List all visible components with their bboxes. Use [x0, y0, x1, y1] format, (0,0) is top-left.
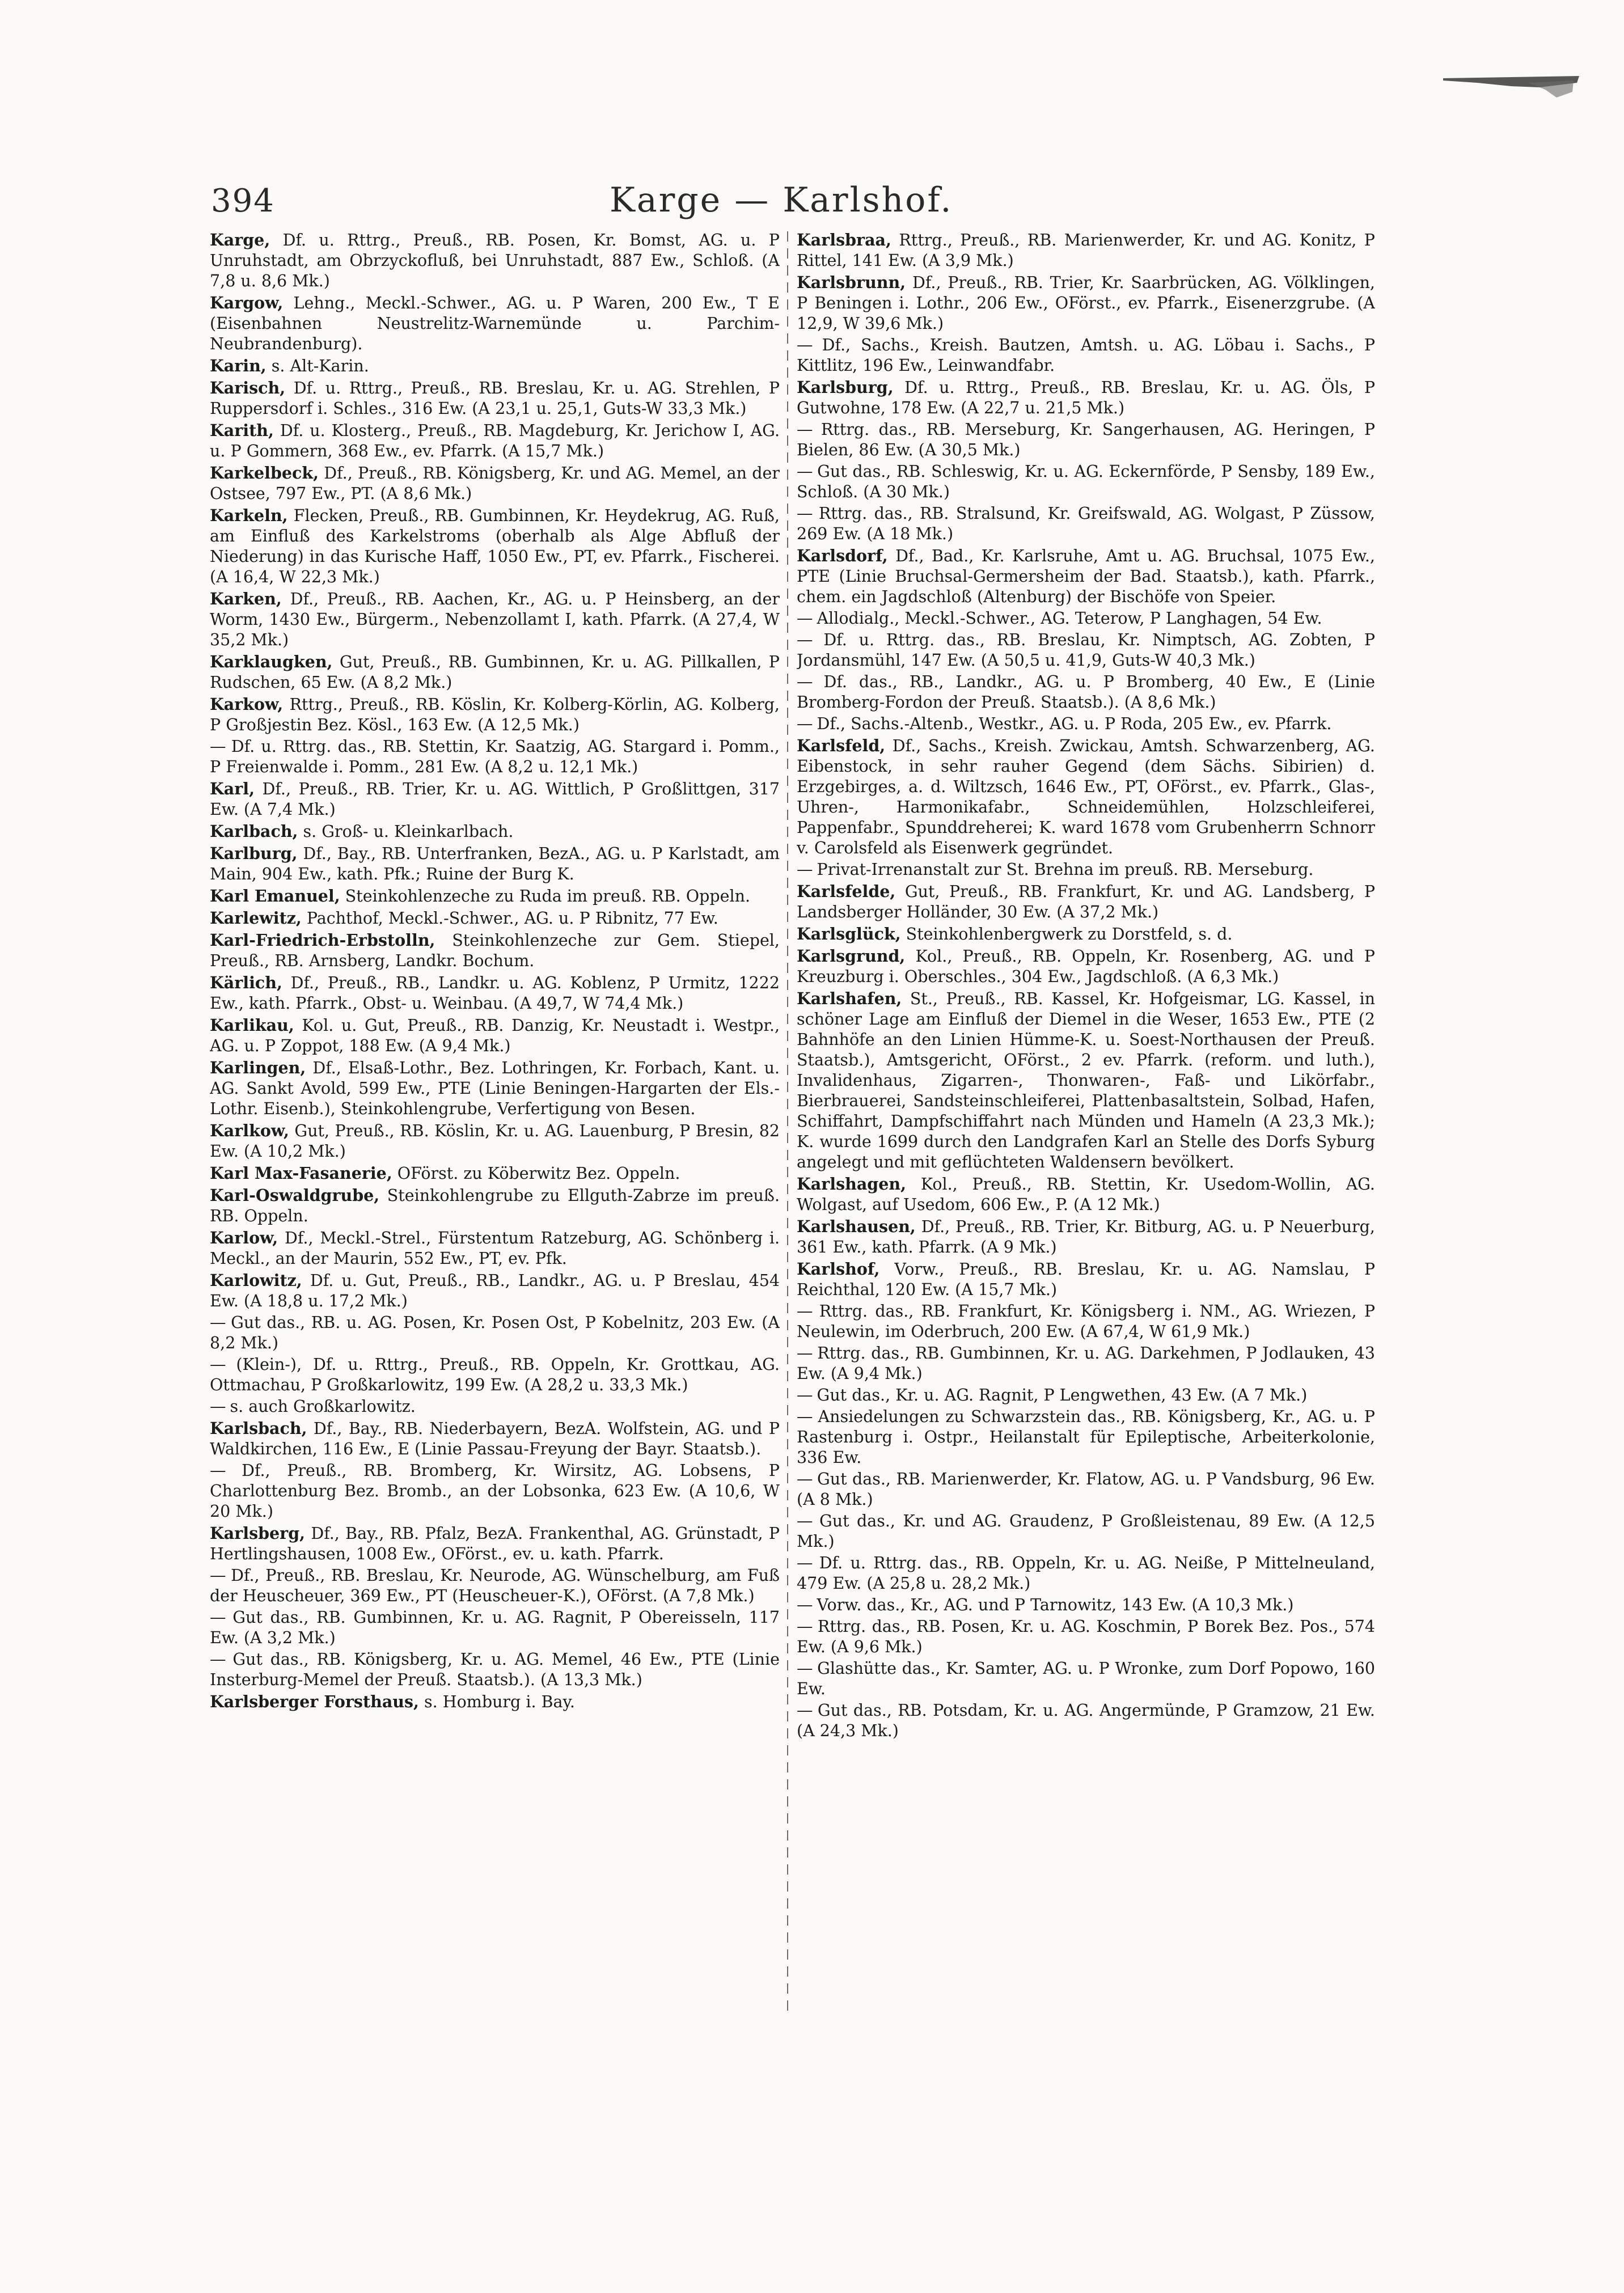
entry-headword: Karisch, — [210, 378, 286, 397]
entry-headword: — — [797, 1617, 812, 1636]
entry-headword: Karlsbraa, — [797, 230, 891, 249]
entry-headword: — — [797, 714, 812, 733]
entry-text: Df., Preuß., RB. Trier, Kr. Bitburg, AG. u. P Neuerburg, 361 Ew., kath. Pfarrk. (A 9 Mk.) — [797, 1217, 1375, 1257]
entry-headword: — — [797, 1407, 812, 1426]
entry-headword: Karl Max-Fasanerie, — [210, 1164, 392, 1183]
entry-headword: Karl, — [210, 779, 255, 798]
entry-text: Df., Bay., RB. Pfalz, BezA. Frankenthal, AG. Grünstadt, P Hertlingshausen, 1008 Ew., OFörst., ev. u. kath. Pfarrk. — [210, 1524, 780, 1563]
entry-text: Df., Elsaß-Lothr., Bez. Lothringen, Kr. Forbach, Kant. u. AG. Sankt Avold, 599 Ew., PTE (Linie Beningen-Hargarten der Els.-Lothr. Eisenb.), Steinkohlengrube, Verfertigung von Besen. — [210, 1059, 780, 1118]
dictionary-entry — [797, 504, 1375, 544]
entry-text: Df., Preuß., RB., Landkr. u. AG. Koblenz, P Urmitz, 1222 Ew., kath. Pfarrk., Obst- u. Weinbau. (A 49,7, W 74,4 Mk.) — [210, 974, 780, 1013]
entry-text: Df. u. Rttrg., Preuß., RB. Breslau, Kr. u. AG. Öls, P Gutwohne, 178 Ew. (A 22,7 u. 21,5 Mk.) — [797, 378, 1375, 417]
dictionary-entry — [210, 589, 780, 650]
dictionary-entry — [210, 843, 780, 885]
entry-headword: — — [797, 631, 812, 649]
entry-text: Glashütte das., Kr. Samter, AG. u. P Wronke, zum Dorf Popowo, 160 Ew. — [797, 1659, 1375, 1698]
dictionary-entry — [210, 1566, 780, 1606]
entry-headword: — — [210, 1313, 225, 1332]
entry-text: Df., Bad., Kr. Karlsruhe, Amt u. AG. Bruchsal, 1075 Ew., PTE (Linie Bruchsal-Germersheim der Bad. Staatsb.), kath. Pfarrk., chem. ein Jagdschloß (Altenburg) der Bischöfe von Speier. — [797, 547, 1375, 606]
dictionary-entry — [797, 1301, 1375, 1342]
entry-headword: Karlsgrund, — [797, 946, 906, 966]
dictionary-entry — [797, 377, 1375, 418]
entry-text: s. Groß- u. Kleinkarlbach. — [298, 822, 514, 841]
dictionary-entry — [210, 420, 780, 462]
entry-text: Gut das., Kr. u. AG. Ragnit, P Lengwethen, 43 Ew. (A 7 Mk.) — [811, 1386, 1308, 1404]
dictionary-entry — [210, 908, 780, 929]
dictionary-entry — [210, 1523, 780, 1564]
entry-text: Steinkohlenbergwerk zu Dorstfeld, s. d. — [900, 925, 1233, 944]
entry-text: Rttrg. das., RB. Merseburg, Kr. Sangerhausen, AG. Heringen, P Bielen, 86 Ew. (A 30,5 Mk.) — [797, 420, 1375, 459]
entry-headword: Karlsglück, — [797, 924, 901, 944]
entry-headword: — — [797, 609, 812, 628]
entry-headword: Kärlich, — [210, 973, 282, 992]
dictionary-entry — [797, 1174, 1375, 1215]
entry-text: Gut das., RB. Gumbinnen, Kr. u. AG. Ragnit, P Obereisseln, 117 Ew. (A 3,2 Mk.) — [210, 1608, 780, 1647]
entry-headword: Karken, — [210, 589, 282, 608]
entry-headword: Karkeln, — [210, 506, 288, 525]
entry-headword: — — [210, 1397, 225, 1416]
dictionary-entry — [797, 272, 1375, 334]
entry-text: Rttrg. das., RB. Frankfurt, Kr. Königsberg i. NM., AG. Wriezen, P Neulewin, im Oderbruch, 200 Ew. (A 67,4, W 61,9 Mk.) — [797, 1302, 1375, 1341]
dictionary-entry — [797, 946, 1375, 987]
entry-headword: — — [797, 504, 812, 523]
dictionary-entry — [210, 1691, 780, 1712]
entry-headword: Karl Emanuel, — [210, 886, 340, 906]
dictionary-entry — [210, 1120, 780, 1162]
entry-text: Lehng., Meckl.-Schwer., AG. u. P Waren, 200 Ew., T E (Eisenbahnen Neustrelitz-Warnemünde u. Parchim-Neubrandenburg). — [210, 294, 780, 353]
entry-text: Df., Preuß., RB. Trier, Kr. u. AG. Wittlich, P Großlittgen, 317 Ew. (A 7,4 Mk.) — [210, 780, 780, 819]
dictionary-entry — [210, 1649, 780, 1690]
entry-headword: — — [210, 1461, 225, 1480]
entry-headword: — — [797, 1512, 812, 1530]
entry-text: Gut das., RB. Marienwerder, Kr. Flatow, AG. u. P Vandsburg, 96 Ew. (A 8 Mk.) — [797, 1470, 1375, 1509]
entry-headword: Karlowitz, — [210, 1271, 302, 1290]
entry-text: Rttrg. das., RB. Posen, Kr. u. AG. Koschmin, P Borek Bez. Pos., 574 Ew. (A 9,6 Mk.) — [797, 1617, 1375, 1656]
entry-text: Df., Preuß., RB. Aachen, Kr., AG. u. P Heinsberg, an der Worm, 1430 Ew., Bürgerm., Nebenzollamt I, kath. Pfarrk. (A 27,4, W 35,2 Mk.) — [210, 590, 780, 649]
dictionary-entry — [797, 1469, 1375, 1510]
entry-text: Gut das., RB. Königsberg, Kr. u. AG. Memel, 46 Ew., PTE (Linie Insterburg-Memel der Preuß. Staatsb.). (A 13,3 Mk.) — [210, 1650, 780, 1689]
entry-text: Df., Bay., RB. Unterfranken, BezA., AG. u. P Karlstadt, am Main, 904 Ew., kath. Pfk.; Ruine der Burg K. — [210, 844, 780, 883]
entry-headword: — — [797, 1659, 812, 1678]
entry-text: Privat-Irrenanstalt zur St. Brehna im preuß. RB. Merseburg. — [811, 860, 1314, 879]
entry-headword: Karlsfeld, — [797, 736, 886, 755]
entry-headword: — — [797, 1302, 812, 1321]
left-column — [210, 230, 780, 2021]
dictionary-entry — [797, 924, 1375, 945]
entry-headword: — — [797, 336, 812, 354]
dictionary-entry — [210, 1270, 780, 1312]
dictionary-entry — [210, 505, 780, 587]
entry-headword: Karlsberg, — [210, 1524, 306, 1543]
dictionary-entry — [210, 1313, 780, 1353]
dictionary-entry — [210, 930, 780, 971]
entry-headword: Karlsdorf, — [797, 546, 888, 565]
dictionary-entry — [210, 1607, 780, 1648]
dictionary-entry — [210, 886, 780, 907]
entry-text: s. auch Großkarlowitz. — [225, 1397, 416, 1416]
entry-text: Df., Meckl.-Strel., Fürstentum Ratzeburg, AG. Schönberg i. Meckl., an der Maurin, 552 Ew., PT, ev. Pfk. — [210, 1229, 780, 1268]
entry-headword: — — [210, 737, 225, 756]
entry-headword: — — [797, 1344, 812, 1363]
dictionary-entry — [797, 714, 1375, 734]
dictionary-entry — [797, 335, 1375, 376]
entry-headword: Karlshof, — [797, 1259, 880, 1279]
dictionary-entry — [797, 860, 1375, 880]
column-divider — [787, 231, 788, 2017]
dictionary-entry — [797, 988, 1375, 1173]
entry-text: Gut, Preuß., RB. Gumbinnen, Kr. u. AG. Pillkallen, P Rudschen, 65 Ew. (A 8,2 Mk.) — [210, 653, 780, 692]
entry-headword: — — [797, 1470, 812, 1488]
entry-text: OFörst. zu Köberwitz Bez. Oppeln. — [392, 1164, 680, 1183]
dictionary-entry — [797, 230, 1375, 271]
dictionary-entry — [797, 608, 1375, 629]
entry-text: Rttrg. das., RB. Stralsund, Kr. Greifswald, AG. Wolgast, P Züssow, 269 Ew. (A 18 Mk.) — [797, 504, 1375, 543]
entry-text: Ansiedelungen zu Schwarzstein das., RB. Königsberg, Kr., AG. u. P Rastenburg i. Ostpr., Heilanstalt für Epileptische, Arbeiterkolonie, 336 Ew. — [797, 1407, 1375, 1467]
entry-headword: Karlikau, — [210, 1016, 294, 1035]
dictionary-entry — [797, 1385, 1375, 1406]
entry-text: Df., Bay., RB. Niederbayern, BezA. Wolfstein, AG. und P Waldkirchen, 116 Ew., E (Linie Passau-Freyung der Bayr. Staatsb.). — [210, 1419, 780, 1458]
entry-headword: Karlsfelde, — [797, 882, 896, 901]
dictionary-entry — [210, 1015, 780, 1056]
entry-headword: Karlbach, — [210, 822, 298, 841]
entry-headword: Karlshagen, — [797, 1174, 907, 1194]
dictionary-entry — [210, 1461, 780, 1522]
entry-text: Rttrg. das., RB. Gumbinnen, Kr. u. AG. Darkehmen, P Jodlauken, 43 Ew. (A 9,4 Mk.) — [797, 1344, 1375, 1383]
dictionary-entry — [797, 1343, 1375, 1384]
entry-text: Df., Preuß., RB. Breslau, Kr. Neurode, AG. Wünschelburg, am Fuß der Heuscheuer, 369 Ew., PT (Heuscheuer-K.), OFörst. (A 7,8 Mk.) — [210, 1566, 780, 1605]
entry-text: Df., Preuß., RB. Königsberg, Kr. und AG. Memel, an der Ostsee, 797 Ew., PT. (A 8,6 Mk.) — [210, 464, 780, 503]
entry-headword: Kargow, — [210, 293, 284, 312]
dictionary-entry — [797, 1617, 1375, 1657]
dictionary-entry — [210, 972, 780, 1014]
entry-text: Flecken, Preuß., RB. Gumbinnen, Kr. Heydekrug, AG. Ruß, am Einfluß des Karkelstroms (oberhalb als Alge Abfluß der Niederung) in das Kurische Haff, 1050 Ew., PT, ev. Pfarrk., Fischerei. (A 16,4, W 22,3 Mk.) — [210, 506, 780, 586]
entry-text: Rttrg., Preuß., RB. Marienwerder, Kr. und AG. Konitz, P Rittel, 141 Ew. (A 3,9 Mk.) — [797, 231, 1375, 270]
entry-text: Kol., Preuß., RB. Oppeln, Kr. Rosenberg, AG. und P Kreuzburg i. Oberschles., 304 Ew., Jagdschloß. (A 6,3 Mk.) — [797, 947, 1375, 986]
entry-text: Gut das., RB. Schleswig, Kr. u. AG. Eckernförde, P Sensby, 189 Ew., Schloß. (A 30 Mk.) — [797, 462, 1375, 501]
dictionary-entry — [797, 462, 1375, 502]
entry-text: Gut das., RB. u. AG. Posen, Kr. Posen Ost, P Kobelnitz, 203 Ew. (A 8,2 Mk.) — [210, 1313, 780, 1352]
dictionary-entry — [210, 293, 780, 354]
entry-text: Kol. u. Gut, Preuß., RB. Danzig, Kr. Neustadt i. Westpr., AG. u. P Zoppot, 188 Ew. (A 9,4 Mk.) — [210, 1016, 780, 1055]
entry-headword: Karkelbeck, — [210, 463, 319, 483]
dictionary-entry — [210, 1397, 780, 1417]
entry-headword: — — [210, 1608, 225, 1627]
dictionary-entry — [210, 1185, 780, 1226]
page-edge-scan-mark — [1443, 75, 1579, 109]
running-head: Karge — Karlshof. — [610, 180, 953, 220]
entry-text: Vorw. das., Kr., AG. und P Tarnowitz, 143 Ew. (A 10,3 Mk.) — [811, 1596, 1294, 1614]
entry-text: Steinkohlenzeche zu Ruda im preuß. RB. Oppeln. — [340, 887, 751, 906]
entry-text: Df., Preuß., RB. Trier, Kr. Saarbrücken, AG. Völklingen, P Beningen i. Lothr., 206 Ew., OFörst., ev. Pfarrk., Eisenerzgrube. (A 12,9, W 39,6 Mk.) — [797, 273, 1375, 333]
dictionary-entry — [210, 779, 780, 820]
dictionary-entry — [210, 1057, 780, 1119]
dictionary-entry — [797, 1553, 1375, 1594]
entry-headword: Karin, — [210, 356, 267, 375]
entry-text: Kol., Preuß., RB. Stettin, Kr. Usedom-Wollin, AG. Wolgast, auf Usedom, 606 Ew., P. (A 12 Mk.) — [797, 1175, 1375, 1214]
entry-text: Df. u. Klosterg., Preuß., RB. Magdeburg, Kr. Jerichow I, AG. u. P Gommern, 368 Ew., ev. Pfarrk. (A 15,7 Mk.) — [210, 421, 780, 460]
entry-text: Df. u. Rttrg. das., RB. Stettin, Kr. Saatzig, AG. Stargard i. Pomm., P Freienwalde i. Pomm., 281 Ew. (A 8,2 u. 12,1 Mk.) — [210, 737, 780, 776]
entry-headword: Karlow, — [210, 1228, 278, 1247]
dictionary-entry — [797, 1700, 1375, 1741]
dictionary-entry — [797, 735, 1375, 858]
dictionary-entry — [210, 356, 780, 376]
dictionary-entry — [210, 1418, 780, 1459]
entry-headword: — — [797, 1386, 812, 1404]
dictionary-entry — [797, 1511, 1375, 1552]
right-column — [797, 230, 1375, 2021]
dictionary-entry — [797, 1407, 1375, 1468]
entry-text: s. Homburg i. Bay. — [418, 1693, 575, 1711]
dictionary-entry — [797, 630, 1375, 671]
dictionary-entry — [210, 651, 780, 693]
entry-text: Vorw., Preuß., RB. Breslau, Kr. u. AG. Namslau, P Reichthal, 120 Ew. (A 15,7 Mk.) — [797, 1260, 1375, 1299]
entry-text: Df. u. Rttrg. das., RB. Oppeln, Kr. u. AG. Neiße, P Mittelneuland, 479 Ew. (A 25,8 u. 28,2 Mk.) — [797, 1554, 1375, 1593]
dictionary-entry — [210, 694, 780, 735]
dictionary-entry — [210, 230, 780, 291]
entry-text: St., Preuß., RB. Kassel, Kr. Hofgeismar, LG. Kassel, in schöner Lage am Einfluß der Diemel in die Weser, 1653 Ew., PTE (2 Bahnhöfe an den Linien Hümme-K. u. Soest-Northausen der Preuß. Staatsb.), Amtsgericht, OFörst., 2 ev. Pfarrk. (reform. und luth.), Invalidenhaus, Zigarren-, Thonwaren-, Faß- und Likörfabr., Bierbrauerei, Sandsteinschleiferei, Plattenbasaltstein, Solbad, Hafen, Schiffahrt, Dampfschiffahrt nach Münden und Hameln (A 23,3 Mk.); K. wurde 1699 durch den Landgrafen Karl an Stelle des Dorfs Syburg angelegt und mit geflüchteten Waldensern bevölkert. — [797, 989, 1375, 1171]
entry-text: Df. u. Rttrg., Preuß., RB. Posen, Kr. Bomst, AG. u. P Unruhstadt, am Obrzyckofluß, bei Unruhstadt, 887 Ew., Schloß. (A 7,8 u. 8,6 Mk.) — [210, 231, 780, 290]
entry-headword: Karlewitz, — [210, 908, 302, 928]
page-number: 394 — [211, 183, 275, 219]
entry-text: Df. u. Rttrg., Preuß., RB. Breslau, Kr. u. AG. Strehlen, P Ruppersdorf i. Schles., 316 Ew. (A 23,1 u. 25,1, Guts-W 33,3 Mk.) — [210, 379, 780, 418]
entry-headword: Karlshausen, — [797, 1217, 916, 1236]
entry-headword: Karith, — [210, 421, 274, 440]
dictionary-entry — [210, 737, 780, 777]
entry-text: Df., Sachs.-Altenb., Westkr., AG. u. P Roda, 205 Ew., ev. Pfarrk. — [811, 714, 1332, 733]
dictionary-entry — [210, 463, 780, 504]
entry-headword: — — [797, 1554, 812, 1572]
entry-headword: Karkow, — [210, 695, 284, 714]
entry-headword: — — [797, 672, 812, 691]
entry-text: Df., Sachs., Kreish. Bautzen, Amtsh. u. AG. Löbau i. Sachs., P Kittlitz, 196 Ew., Leinwandfabr. — [797, 336, 1375, 375]
dictionary-entry — [797, 420, 1375, 460]
dictionary-entry — [797, 545, 1375, 607]
entry-text: Df. u. Rttrg. das., RB. Breslau, Kr. Nimptsch, AG. Zobten, P Jordansmühl, 147 Ew. (A 50,5 u. 41,9, Guts-W 40,3 Mk.) — [797, 631, 1375, 670]
entry-headword: Karl-Friedrich-Erbstolln, — [210, 930, 435, 950]
entry-text: Pachthof, Meckl.-Schwer., AG. u. P Ribnitz, 77 Ew. — [301, 909, 718, 928]
dictionary-entry — [797, 672, 1375, 713]
dictionary-entry — [210, 378, 780, 419]
entry-text: Rttrg., Preuß., RB. Köslin, Kr. Kolberg-Körlin, AG. Kolberg, P Großjestin Bez. Kösl., 163 Ew. (A 12,5 Mk.) — [210, 695, 780, 734]
entry-text: (Klein-), Df. u. Rttrg., Preuß., RB. Oppeln, Kr. Grottkau, AG. Ottmachau, P Großkarlowitz, 199 Ew. (A 28,2 u. 33,3 Mk.) — [210, 1355, 780, 1394]
entry-text: Df. u. Gut, Preuß., RB., Landkr., AG. u. P Breslau, 454 Ew. (A 18,8 u. 17,2 Mk.) — [210, 1271, 780, 1310]
entry-headword: Karlsbrunn, — [797, 273, 906, 292]
entry-headword: Karlsbach, — [210, 1419, 307, 1438]
entry-text: Steinkohlengrube zu Ellguth-Zabrze im preuß. RB. Oppeln. — [210, 1186, 780, 1225]
dictionary-entry — [210, 821, 780, 842]
entry-headword: — — [797, 1596, 812, 1614]
entry-headword: Karlshafen, — [797, 989, 902, 1008]
entry-text: Gut, Preuß., RB. Frankfurt, Kr. und AG. Landsberg, P Landsberger Holländer, 30 Ew. (A 37,2 Mk.) — [797, 882, 1375, 921]
entry-text: Gut, Preuß., RB. Köslin, Kr. u. AG. Lauenburg, P Bresin, 82 Ew. (A 10,2 Mk.) — [210, 1122, 780, 1161]
dictionary-entry — [210, 1355, 780, 1395]
entry-headword: — — [210, 1355, 225, 1374]
entry-headword: Karlburg, — [210, 844, 298, 863]
dictionary-entry — [210, 1228, 780, 1269]
dictionary-entry — [797, 1259, 1375, 1300]
entry-headword: — — [797, 420, 812, 439]
entry-headword: — — [210, 1566, 225, 1585]
entry-text: s. Alt-Karin. — [266, 357, 369, 375]
entry-text: Df., Sachs., Kreish. Zwickau, Amtsh. Schwarzenberg, AG. Eibenstock, in sehr rauher Gegend (dem Sächs. Sibirien) d. Erzgebirges, a. d. Wiltzsch, 1646 Ew., PT, OFörst., ev. Pfarrk., Glas-, Uhren-, Harmonikafabr., Schneidemühlen, Holzschleiferei, Pappenfabr., Spunddreherei; K. ward 1678 vom Grubenherrn Schnorr v. Carolsfeld als Eisenwerk gegründet. — [797, 737, 1375, 857]
entry-headword: Karlkow, — [210, 1121, 289, 1140]
entry-headword: — — [797, 1701, 812, 1720]
entry-text: Gut das., RB. Potsdam, Kr. u. AG. Angermünde, P Gramzow, 21 Ew. (A 24,3 Mk.) — [797, 1701, 1375, 1740]
entry-headword: — — [210, 1650, 225, 1669]
entry-text: Gut das., Kr. und AG. Graudenz, P Großleistenau, 89 Ew. (A 12,5 Mk.) — [797, 1512, 1375, 1551]
entry-text: Steinkohlenzeche zur Gem. Stiepel, Preuß., RB. Arnsberg, Landkr. Bochum. — [210, 931, 780, 970]
dictionary-entry — [797, 881, 1375, 923]
dictionary-entry — [797, 1595, 1375, 1615]
entry-headword: Karl-Oswaldgrube, — [210, 1186, 380, 1205]
dictionary-entry — [210, 1163, 780, 1184]
dictionary-entry — [797, 1659, 1375, 1699]
dictionary-entry — [797, 1216, 1375, 1258]
entry-headword: Karlingen, — [210, 1058, 306, 1077]
entry-headword: Karlsburg, — [797, 378, 894, 397]
entry-headword: — — [797, 860, 812, 879]
entry-text: Df. das., RB., Landkr., AG. u. P Bromberg, 40 Ew., E (Linie Bromberg-Fordon der Preuß. Staatsb.). (A 8,6 Mk.) — [797, 672, 1375, 712]
entry-headword: — — [797, 462, 812, 481]
entry-text: Allodialg., Meckl.-Schwer., AG. Teterow, P Langhagen, 54 Ew. — [811, 609, 1322, 628]
entry-headword: Karklaugken, — [210, 652, 333, 671]
entry-headword: Karge, — [210, 230, 270, 249]
entry-headword: Karlsberger Forsthaus, — [210, 1692, 419, 1711]
entry-text: Df., Preuß., RB. Bromberg, Kr. Wirsitz, AG. Lobsens, P Charlottenburg Bez. Bromb., an der Lobsonka, 623 Ew. (A 10,6, W 20 Mk.) — [210, 1461, 780, 1521]
